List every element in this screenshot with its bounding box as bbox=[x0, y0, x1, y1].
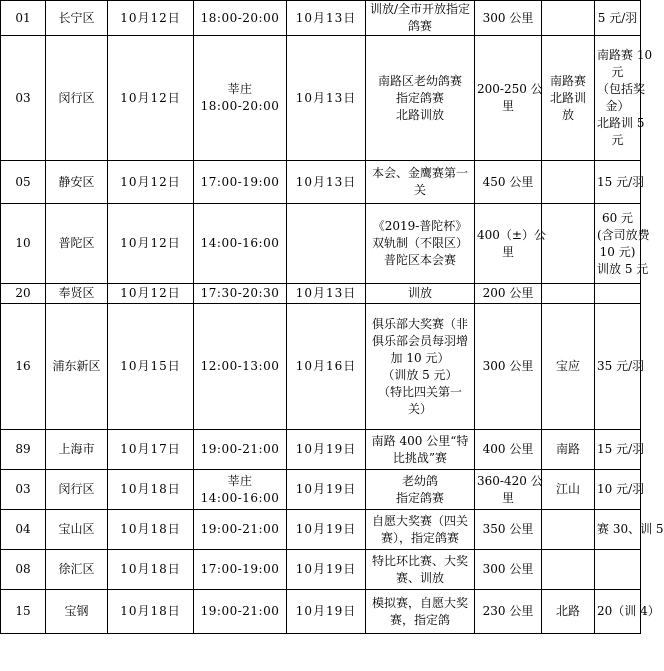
cell-event bbox=[366, 550, 475, 590]
cell-fee-line: 金） bbox=[605, 99, 630, 113]
cell-collection-time bbox=[194, 36, 287, 161]
cell-release-date: 10月16日 bbox=[287, 304, 366, 430]
cell-route-line: 江山 bbox=[555, 482, 580, 496]
cell-fee-line: 60 元 bbox=[601, 210, 634, 225]
cell-event-line: 模拟赛，自愿大奖 bbox=[371, 595, 468, 610]
cell-collection-date: 10月12日 bbox=[108, 1, 194, 36]
cell-release-date: 10月13日 bbox=[287, 1, 366, 36]
cell-event-line: 赛），指定鸽赛 bbox=[380, 530, 459, 545]
cell-fee-line: 北路训 5 bbox=[597, 116, 645, 130]
cell-distance bbox=[475, 284, 542, 304]
cell-collection-time bbox=[194, 470, 287, 510]
cell-event-line: 训放/全市开放指定 bbox=[369, 2, 471, 16]
cell-event-line: 赛，指定鸽 bbox=[389, 612, 450, 627]
cell-route bbox=[542, 470, 595, 510]
cell-event-line: 关） bbox=[407, 401, 432, 416]
cell-collection-time bbox=[194, 284, 287, 304]
table-row bbox=[1, 590, 641, 634]
cell-district: 上海市 bbox=[46, 430, 108, 470]
cell-distance-line: 300 公里 bbox=[482, 359, 534, 373]
cell-district: 长宁区 bbox=[46, 1, 108, 36]
cell-event-line: 俱乐部会员每羽增 bbox=[371, 333, 468, 348]
cell-distance-line: 360-420 公 bbox=[477, 473, 543, 488]
cell-event bbox=[366, 470, 475, 510]
cell-release-date: 10月13日 bbox=[287, 284, 366, 304]
cell-event-line: 老幼鸽 bbox=[401, 473, 438, 488]
cell-club-id: 04 bbox=[1, 510, 46, 550]
cell-fee-line: 元 bbox=[611, 133, 624, 147]
cell-event-line: 北路训放 bbox=[395, 107, 444, 122]
cell-route bbox=[542, 510, 595, 550]
cell-collection-time-line: 14:00-16:00 bbox=[200, 236, 280, 250]
cell-release-date: 10月19日 bbox=[287, 590, 366, 634]
cell-club-id: 01 bbox=[1, 1, 46, 36]
cell-event-line: 关 bbox=[413, 183, 426, 197]
cell-collection-time bbox=[194, 430, 287, 470]
cell-fee-line: （包括奖 bbox=[597, 82, 646, 96]
cell-collection-date: 10月12日 bbox=[108, 204, 194, 284]
cell-distance bbox=[475, 430, 542, 470]
cell-collection-date: 10月18日 bbox=[108, 550, 194, 590]
cell-event-line: （特比四关第一 bbox=[377, 384, 462, 399]
cell-event-line: 南路 400 公里“特 bbox=[371, 433, 469, 448]
table-row bbox=[1, 1, 641, 36]
cell-event-line: 特比环比赛、大奖 bbox=[371, 553, 468, 568]
cell-distance-line: 200 公里 bbox=[482, 286, 534, 300]
table-row bbox=[1, 510, 641, 550]
cell-district: 徐汇区 bbox=[46, 550, 108, 590]
cell-distance-line: 200-250 公 bbox=[477, 82, 543, 96]
cell-club-id: 10 bbox=[1, 204, 46, 284]
cell-event-line: 比挑战”赛 bbox=[392, 450, 448, 465]
cell-distance bbox=[475, 510, 542, 550]
cell-collection-time bbox=[194, 510, 287, 550]
cell-distance-line: 230 公里 bbox=[482, 604, 534, 618]
cell-fee-line: 15 元/羽 bbox=[597, 174, 645, 189]
cell-distance bbox=[475, 36, 542, 161]
cell-distance bbox=[475, 470, 542, 510]
cell-event-line: （训放 5 元） bbox=[382, 367, 458, 382]
table-row bbox=[1, 36, 641, 161]
cell-event bbox=[366, 430, 475, 470]
cell-fee-line: 10 元) bbox=[599, 244, 636, 259]
cell-fee-line: 5 元/羽 bbox=[597, 10, 638, 25]
cell-collection-time-line: 14:00-16:00 bbox=[200, 490, 280, 505]
cell-release-date: 10月19日 bbox=[287, 470, 366, 510]
cell-event-line: 俱乐部大奖赛（非 bbox=[371, 316, 468, 331]
cell-collection-time bbox=[194, 304, 287, 430]
cell-fee bbox=[595, 161, 645, 204]
cell-route bbox=[542, 204, 595, 284]
cell-collection-date: 10月18日 bbox=[108, 590, 194, 634]
cell-collection-time bbox=[194, 1, 287, 36]
cell-fee-line: (含司放费 bbox=[597, 227, 650, 242]
cell-distance bbox=[475, 550, 542, 590]
cell-fee bbox=[595, 304, 645, 430]
cell-distance-line: 300 公里 bbox=[482, 562, 534, 576]
cell-event bbox=[366, 36, 475, 161]
table-row bbox=[1, 161, 641, 204]
cell-collection-date: 10月17日 bbox=[108, 430, 194, 470]
cell-route bbox=[542, 1, 595, 36]
cell-distance bbox=[475, 161, 542, 204]
cell-district: 普陀区 bbox=[46, 204, 108, 284]
cell-event-line: 《2019-普陀杯》 bbox=[372, 219, 468, 233]
cell-fee-line: 15 元/羽 bbox=[597, 442, 645, 456]
cell-club-id: 03 bbox=[1, 470, 46, 510]
cell-fee bbox=[595, 204, 650, 284]
cell-event bbox=[366, 590, 475, 634]
cell-fee bbox=[595, 430, 645, 470]
cell-fee bbox=[595, 284, 641, 304]
cell-club-id: 05 bbox=[1, 161, 46, 204]
cell-district: 静安区 bbox=[46, 161, 108, 204]
cell-fee bbox=[595, 550, 641, 590]
cell-distance bbox=[475, 1, 542, 36]
cell-fee bbox=[595, 510, 664, 550]
cell-club-id: 08 bbox=[1, 550, 46, 590]
cell-route-line: 北路训 bbox=[549, 90, 586, 105]
cell-event-line: 自愿大奖赛（四关 bbox=[371, 513, 468, 528]
cell-collection-date: 10月18日 bbox=[108, 470, 194, 510]
cell-event bbox=[366, 510, 475, 550]
cell-release-date bbox=[287, 204, 366, 284]
cell-route bbox=[542, 284, 595, 304]
cell-release-date: 10月19日 bbox=[287, 510, 366, 550]
cell-route bbox=[542, 550, 595, 590]
cell-route-line: 南路 bbox=[555, 442, 580, 456]
cell-fee-line: 赛 30、训 5 bbox=[597, 522, 664, 536]
cell-event-line: 南路区老幼鸽赛 bbox=[377, 73, 462, 88]
cell-distance-line: 里 bbox=[501, 244, 514, 259]
cell-event-line: 训放 bbox=[407, 286, 432, 300]
cell-event-line: 加 10 元） bbox=[390, 350, 450, 365]
cell-route-line: 放 bbox=[561, 107, 574, 122]
cell-event-line: 指定鸽赛 bbox=[395, 490, 444, 505]
cell-release-date: 10月19日 bbox=[287, 550, 366, 590]
cell-collection-time-line: 莘庄 bbox=[227, 82, 253, 96]
table-row bbox=[1, 550, 641, 590]
cell-release-date: 10月13日 bbox=[287, 36, 366, 161]
cell-distance bbox=[475, 590, 542, 634]
cell-event-line: 双轨制（不限区） bbox=[371, 236, 468, 250]
cell-event bbox=[366, 204, 475, 284]
cell-district: 宝钢 bbox=[46, 590, 108, 634]
cell-event-line: 本会、金鹰赛第一 bbox=[371, 166, 468, 180]
cell-district: 浦东新区 bbox=[46, 304, 108, 430]
cell-route-line: 南路赛 bbox=[549, 73, 586, 88]
cell-event bbox=[366, 1, 475, 36]
cell-collection-time bbox=[194, 161, 287, 204]
cell-collection-time bbox=[194, 204, 287, 284]
cell-release-date: 10月13日 bbox=[287, 161, 366, 204]
cell-route bbox=[542, 590, 595, 634]
cell-fee bbox=[595, 470, 645, 510]
cell-club-id: 16 bbox=[1, 304, 46, 430]
cell-distance bbox=[475, 204, 546, 284]
cell-distance bbox=[475, 304, 542, 430]
cell-club-id: 20 bbox=[1, 284, 46, 304]
cell-collection-time-line: 12:00-13:00 bbox=[200, 359, 280, 373]
cell-distance-line: 350 公里 bbox=[482, 522, 534, 536]
cell-route bbox=[542, 304, 595, 430]
cell-fee-line: 20（训 4） bbox=[597, 604, 660, 618]
cell-release-date: 10月19日 bbox=[287, 430, 366, 470]
cell-collection-time bbox=[194, 590, 287, 634]
cell-distance-line: 里 bbox=[501, 99, 514, 113]
cell-fee bbox=[595, 1, 641, 36]
cell-event-line: 赛、训放 bbox=[395, 570, 444, 585]
table-row bbox=[1, 304, 641, 430]
table-row bbox=[1, 470, 641, 510]
cell-fee-line: 南路赛 10 bbox=[597, 48, 653, 62]
cell-collection-time bbox=[194, 550, 287, 590]
cell-collection-date: 10月12日 bbox=[108, 161, 194, 204]
cell-collection-date: 10月12日 bbox=[108, 36, 194, 161]
cell-collection-date: 10月18日 bbox=[108, 510, 194, 550]
cell-route bbox=[542, 161, 595, 204]
cell-club-id: 15 bbox=[1, 590, 46, 634]
table-row bbox=[1, 430, 641, 470]
cell-collection-time-line: 19:00-21:00 bbox=[200, 442, 280, 456]
cell-fee-line: 元 bbox=[611, 65, 624, 79]
cell-collection-date: 10月15日 bbox=[108, 304, 194, 430]
table-row bbox=[1, 284, 641, 304]
cell-collection-time-line: 18:00-20:00 bbox=[200, 10, 280, 25]
cell-collection-time-line: 17:00-19:00 bbox=[200, 174, 280, 189]
cell-district: 闵行区 bbox=[46, 470, 108, 510]
cell-collection-time-line: 莘庄 bbox=[227, 473, 253, 488]
cell-distance-line: 400（±）公 bbox=[477, 227, 546, 242]
cell-event bbox=[366, 304, 475, 430]
table-row bbox=[1, 204, 641, 284]
cell-fee-line: 10 元/羽 bbox=[597, 482, 645, 496]
cell-event-line: 鸽赛 bbox=[407, 19, 432, 33]
cell-club-id: 89 bbox=[1, 430, 46, 470]
cell-collection-date: 10月12日 bbox=[108, 284, 194, 304]
cell-event bbox=[366, 284, 475, 304]
cell-collection-time-line: 18:00-20:00 bbox=[200, 99, 280, 113]
cell-fee bbox=[595, 590, 660, 634]
cell-route bbox=[542, 430, 595, 470]
cell-collection-time-line: 17:00-19:00 bbox=[200, 562, 280, 576]
cell-fee-line: 35 元/羽 bbox=[597, 359, 645, 373]
cell-fee bbox=[595, 36, 653, 161]
cell-route-line: 宝应 bbox=[555, 359, 580, 373]
cell-fee-line: 训放 5 元 bbox=[597, 261, 649, 276]
cell-club-id: 03 bbox=[1, 36, 46, 161]
cell-event-line: 指定鸽赛 bbox=[395, 90, 444, 105]
cell-route-line: 北路 bbox=[555, 604, 580, 618]
cell-collection-time-line: 17:30-20:30 bbox=[200, 286, 280, 300]
cell-district: 闵行区 bbox=[46, 36, 108, 161]
cell-district: 奉贤区 bbox=[46, 284, 108, 304]
cell-event-line: 普陀区本会赛 bbox=[383, 253, 456, 267]
cell-route bbox=[542, 36, 595, 161]
cell-distance-line: 400 公里 bbox=[482, 442, 534, 456]
cell-collection-time-line: 19:00-21:00 bbox=[200, 522, 280, 536]
cell-collection-time-line: 19:00-21:00 bbox=[200, 604, 280, 618]
cell-distance-line: 300 公里 bbox=[482, 10, 534, 25]
cell-distance-line: 里 bbox=[501, 490, 514, 505]
cell-event bbox=[366, 161, 475, 204]
cell-district: 宝山区 bbox=[46, 510, 108, 550]
cell-distance-line: 450 公里 bbox=[482, 174, 534, 189]
